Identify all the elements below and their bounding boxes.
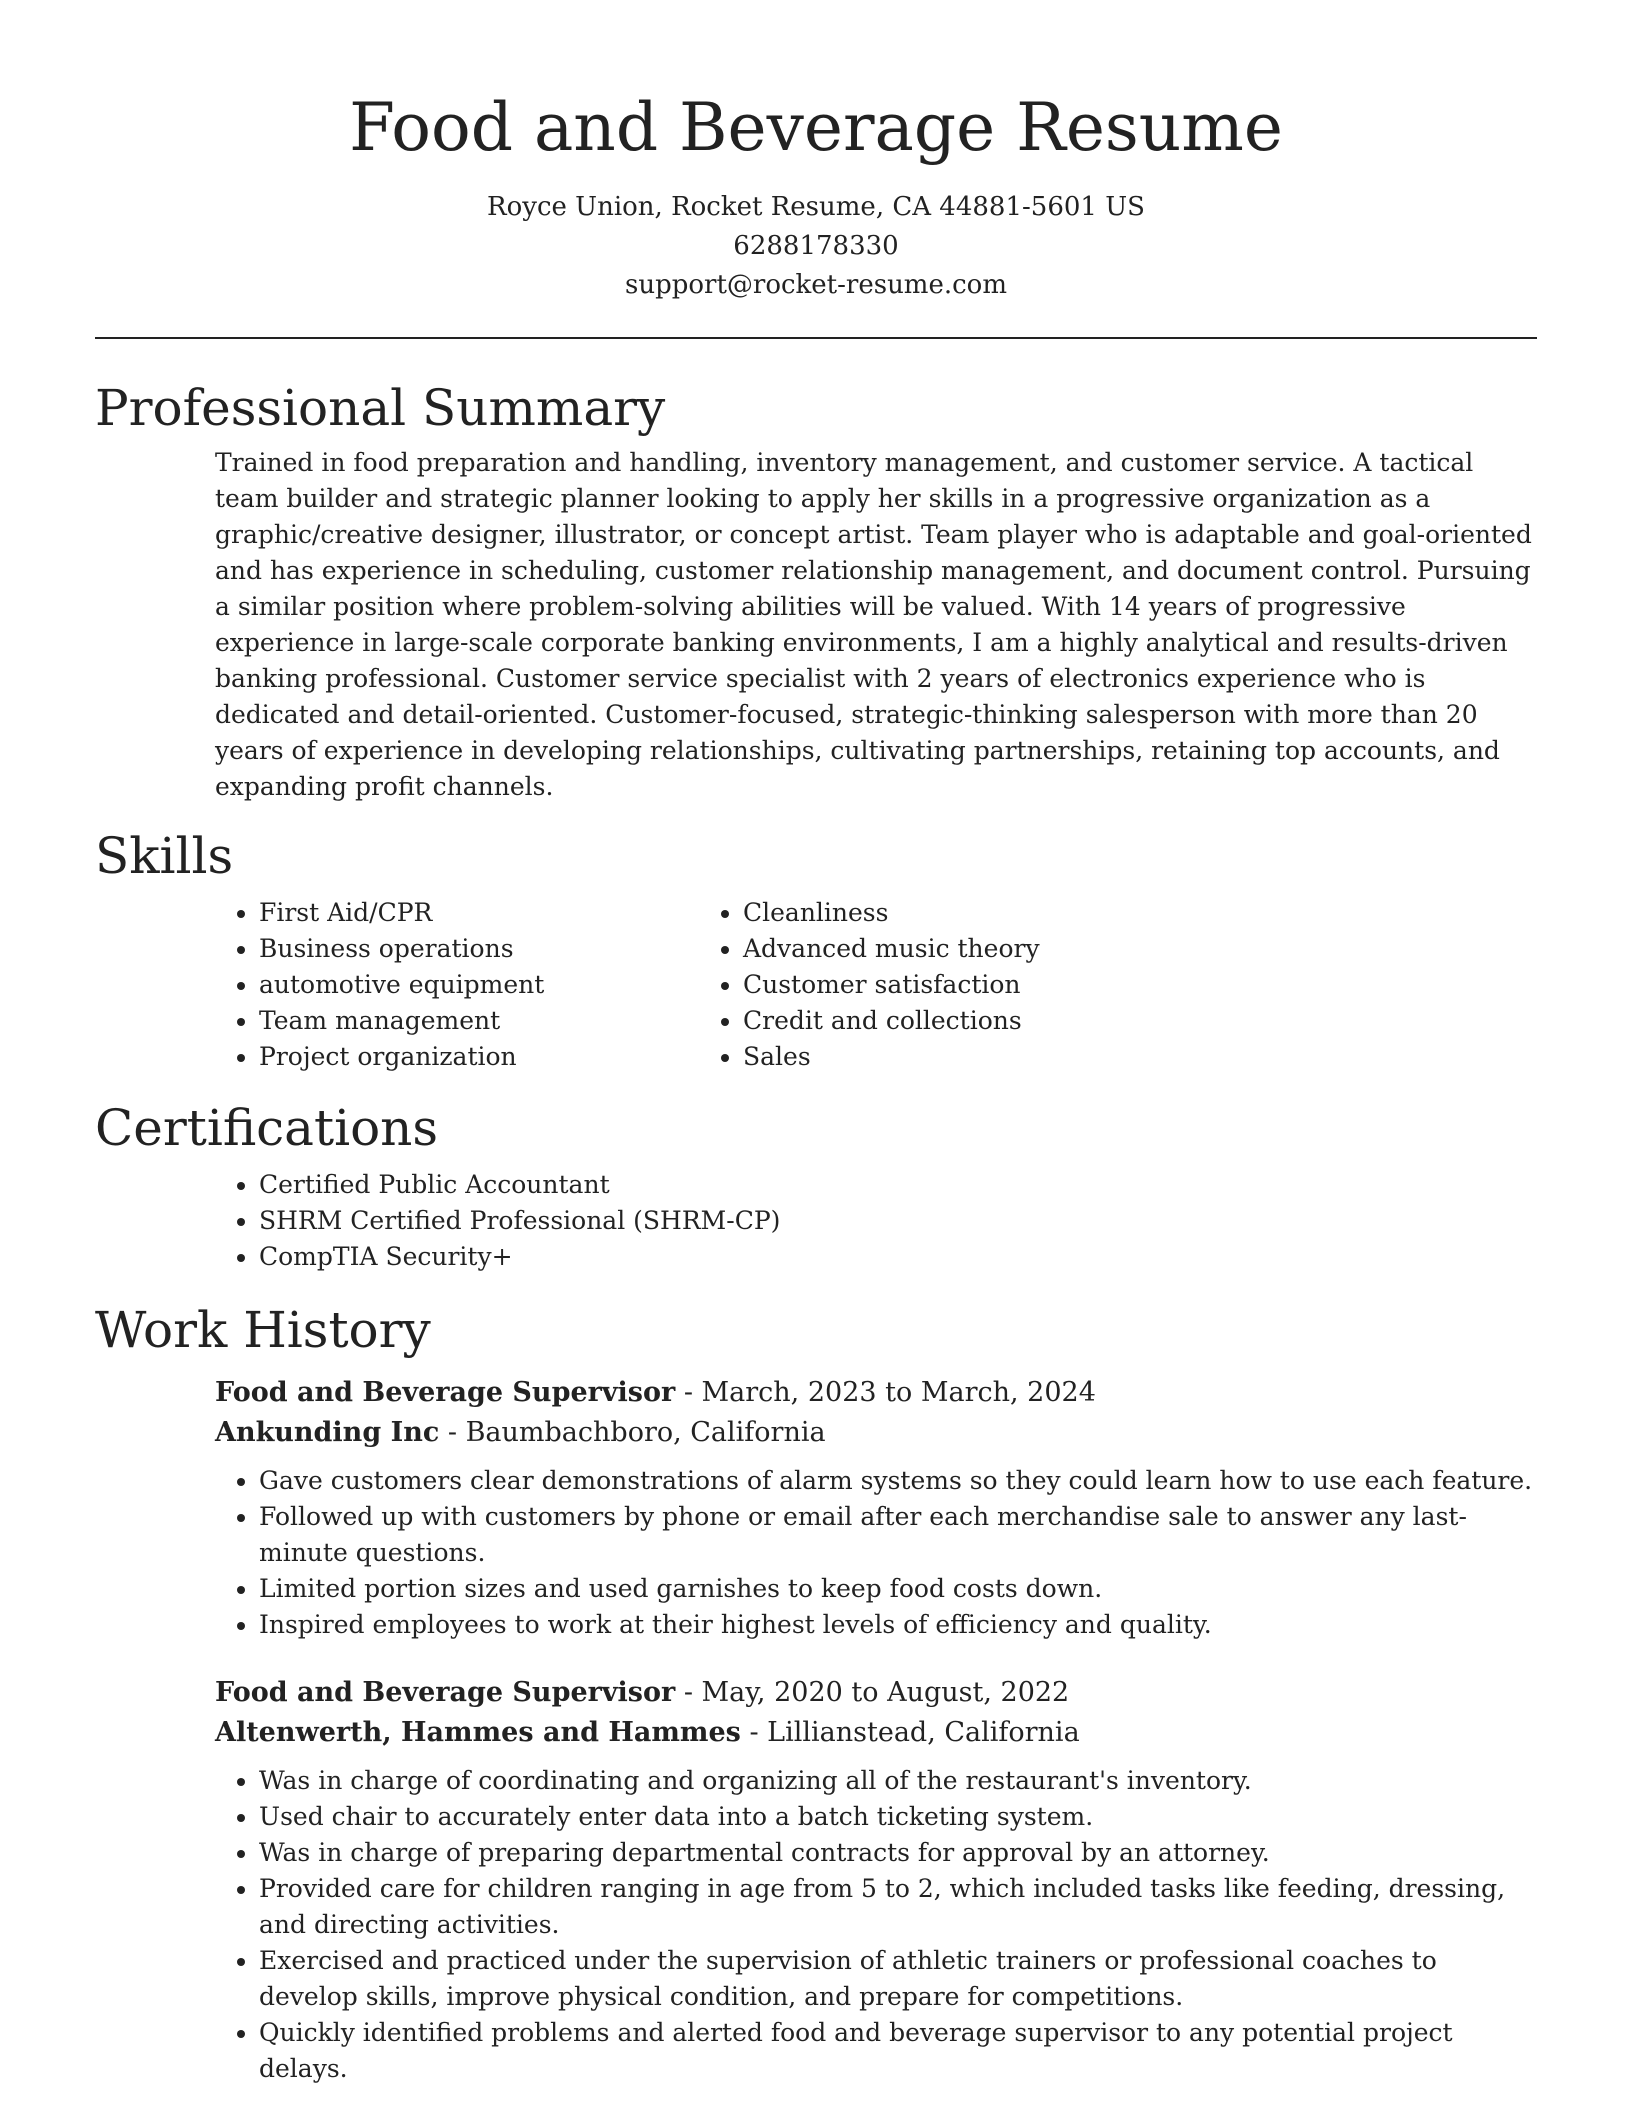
skill-item: • Advanced music theory: [743, 931, 1227, 967]
job-company-line: [215, 1413, 1537, 1453]
job-role: Food and Beverage Supervisor: [215, 1677, 676, 1708]
job-bullet: • Inspired employees to work at their highest levels of efficiency and quality.: [259, 1607, 1537, 1643]
certification-item: • CompTIA Security+: [259, 1239, 1537, 1275]
job-bullet: • Was in charge of preparing departmental contracts for approval by an attorney.: [259, 1835, 1537, 1871]
skills-heading: Skills: [95, 827, 234, 885]
certification-item: • Certified Public Accountant: [259, 1167, 1537, 1203]
job-bullet: • Quickly identified problems and alerted food and beverage supervisor to any potential project delays.: [259, 2015, 1537, 2087]
skills-column-left: [95, 895, 743, 1075]
skills-section: [95, 825, 1537, 1075]
skill-item: • automotive equipment: [259, 967, 743, 1003]
summary-text: Trained in food preparation and handling, inventory management, and customer service. A tactical team builder and strategic planner looking to apply her skills in a progressive organization as a graphic/creative designer, illustrator, or concept artist. Team player who is adaptable and goal-oriented and has experience in scheduling, customer relationship management, and document control. Pursuing a similar position where problem-solving abilities will be valued. With 14 years of progressive experience in large-scale corporate banking environments, I am a highly analytical and results-driven banking professional. Customer service specialist with 2 years of electronics experience who is dedicated and detail-oriented. Customer-focused, strategic-thinking salesperson with more than 20 years of experience in developing relationships, cultivating partnerships, retaining top accounts, and expanding profit channels.: [215, 448, 1532, 801]
skills-column-right: [743, 895, 1227, 1075]
certifications-list: [95, 1167, 1537, 1275]
job-bullet: • Gave customers clear demonstrations of alarm systems so they could learn how to use each feature.: [259, 1463, 1537, 1499]
contact-address: Royce Union, Rocket Resume, CA 44881-5601 US: [487, 192, 1145, 222]
contact-email: support@rocket-resume.com: [624, 270, 1007, 300]
skills-grid: [95, 895, 1537, 1075]
skill-item: • Customer satisfaction: [743, 967, 1227, 1003]
job-bullet: • Provided care for children ranging in age from 5 to 2, which included tasks like feeding, dressing, and directing activities.: [259, 1871, 1537, 1943]
certifications-section: [95, 1097, 1537, 1275]
contact-phone: 6288178330: [733, 231, 899, 261]
skill-item: • Credit and collections: [743, 1003, 1227, 1039]
skill-item: • Cleanliness: [743, 895, 1227, 931]
job-dates: - May, 2020 to August, 2022: [675, 1677, 1070, 1708]
job-title-line: [215, 1373, 1537, 1413]
skill-item: • First Aid/CPR: [259, 895, 743, 931]
summary-heading: Professional Summary: [95, 379, 666, 437]
header-divider: [95, 337, 1537, 339]
job-bullets: [215, 1463, 1537, 1643]
work-history-heading: Work History: [95, 1301, 431, 1359]
job-company: Ankunding Inc: [215, 1417, 440, 1448]
job-location: - Baumbachboro, California: [439, 1417, 826, 1448]
resume-header: [95, 0, 1537, 305]
skill-item: • Sales: [743, 1039, 1227, 1075]
job-company: Altenwerth, Hammes and Hammes: [215, 1717, 741, 1748]
contact-info: [95, 188, 1537, 305]
skill-item: • Project organization: [259, 1039, 743, 1075]
job-title-line: [215, 1673, 1537, 1713]
job-bullet: • Used chair to accurately enter data into a batch ticketing system.: [259, 1799, 1537, 1835]
job-dates: - March, 2023 to March, 2024: [675, 1377, 1096, 1408]
job-bullets: [215, 1763, 1537, 2087]
skill-item: • Business operations: [259, 931, 743, 967]
job-entry: [215, 1373, 1537, 1643]
job-bullet: • Exercised and practiced under the supervision of athletic trainers or professional coaches to develop skills, improve physical condition, and prepare for competitions.: [259, 1943, 1537, 2015]
job-bullet: • Followed up with customers by phone or email after each merchandise sale to answer any last-minute questions.: [259, 1499, 1537, 1571]
job-role: Food and Beverage Supervisor: [215, 1377, 676, 1408]
certifications-heading: Certifications: [95, 1099, 439, 1157]
work-history-section: [95, 1299, 1537, 2087]
summary-section: [95, 377, 1537, 805]
job-company-line: [215, 1713, 1537, 1753]
job-bullet: • Was in charge of coordinating and organizing all of the restaurant's inventory.: [259, 1763, 1537, 1799]
certification-item: • SHRM Certified Professional (SHRM-CP): [259, 1203, 1537, 1239]
skill-item: • Team management: [259, 1003, 743, 1039]
resume-title: Food and Beverage Resume: [349, 89, 1283, 166]
job-bullet: • Limited portion sizes and used garnishes to keep food costs down.: [259, 1571, 1537, 1607]
job-location: - Lillianstead, California: [740, 1717, 1080, 1748]
job-entry: [215, 1673, 1537, 2087]
